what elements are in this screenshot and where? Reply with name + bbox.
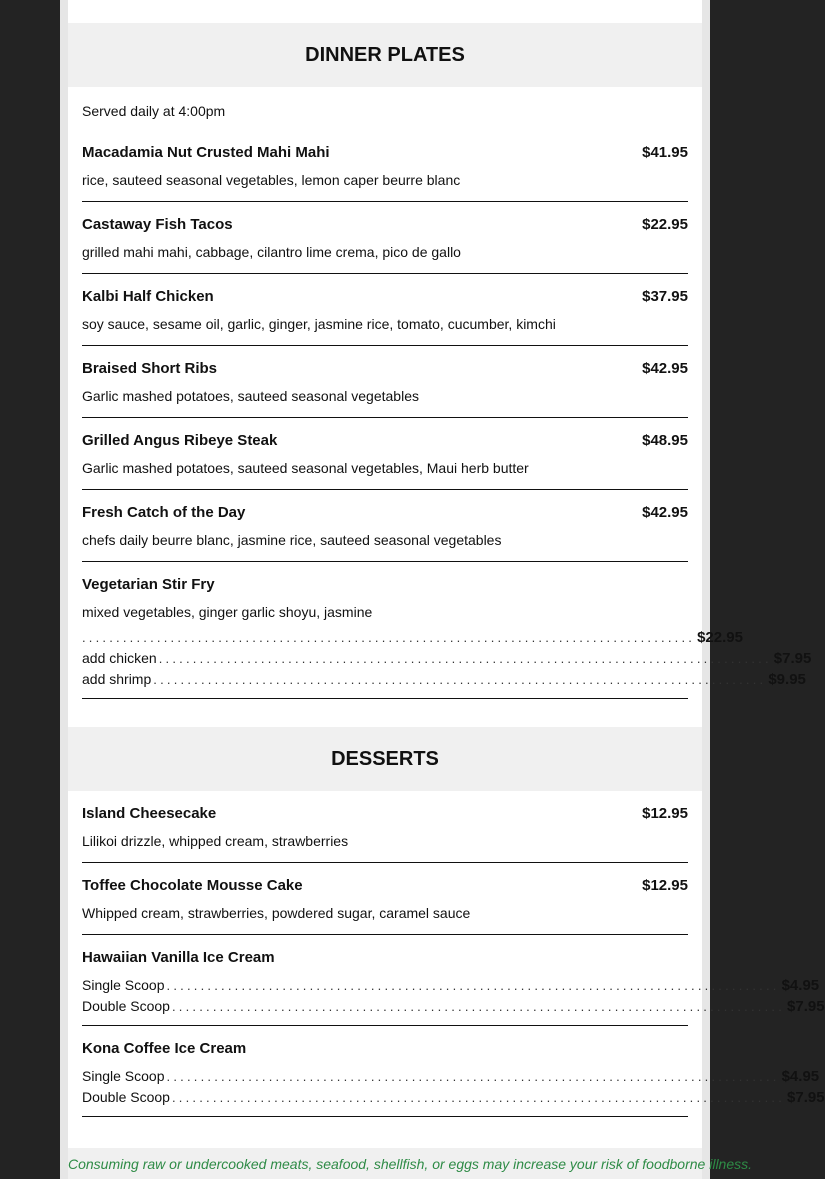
desserts-section — [68, 791, 825, 1117]
option-line — [82, 994, 825, 1015]
item-price: $41.95 — [642, 144, 688, 161]
item-description: Lilikoi drizzle, whipped cream, strawberries — [82, 833, 349, 849]
menu-item — [82, 490, 688, 562]
item-description: mixed vegetables, ginger garlic shoyu, jasmine — [82, 604, 373, 620]
menu-item — [82, 202, 688, 274]
item-price: $48.95 — [642, 432, 688, 449]
menu-item — [82, 346, 688, 418]
item-name: Castaway Fish Tacos — [82, 216, 233, 233]
item-name: Kona Coffee Ice Cream — [82, 1040, 247, 1057]
item-name: Kalbi Half Chicken — [82, 288, 214, 305]
dot-leader: .......................................................................................... — [171, 999, 786, 1014]
item-price: $12.95 — [642, 805, 688, 822]
item-description: Whipped cream, strawberries, powdered sugar, caramel sauce — [82, 905, 471, 921]
item-price: $37.95 — [642, 288, 688, 305]
option-line — [82, 1085, 825, 1106]
dot-leader: .......................................................................................... — [171, 1090, 786, 1105]
menu-page — [68, 0, 825, 1179]
item-name: Braised Short Ribs — [82, 360, 218, 377]
addon-price: $9.95 — [768, 671, 806, 688]
addon-label: add shrimp — [82, 671, 152, 687]
menu-item — [82, 791, 688, 863]
top-spacer — [68, 0, 702, 23]
option-label: Double Scoop — [82, 1089, 170, 1105]
option-price: $7.95 — [787, 998, 825, 1015]
option-label: Double Scoop — [82, 998, 170, 1014]
dinner-section — [68, 87, 812, 699]
item-description: Garlic mashed potatoes, sauteed seasonal vegetables, Maui herb butter — [82, 460, 529, 476]
option-price: $4.95 — [781, 1068, 820, 1085]
item-price: $42.95 — [642, 360, 688, 377]
section-spacer — [68, 699, 702, 727]
menu-item — [82, 418, 688, 490]
item-name: Macadamia Nut Crusted Mahi Mahi — [82, 144, 330, 161]
addon-label: add chicken — [82, 650, 157, 666]
item-price: $22.95 — [697, 629, 743, 646]
dot-leader: .......................................................................................... — [82, 630, 696, 645]
item-name: Fresh Catch of the Day — [82, 504, 246, 521]
food-safety-note: Consuming raw or undercooked meats, seafood, shellfish, or eggs may increase your risk of foodborne illness. — [68, 1148, 702, 1179]
dot-leader: .......................................................................................... — [153, 672, 767, 687]
menu-item — [82, 863, 688, 935]
menu-item — [82, 130, 688, 202]
item-price: $12.95 — [642, 877, 688, 894]
item-name: Vegetarian Stir Fry — [82, 576, 215, 593]
addon-line — [82, 667, 806, 688]
item-name: Hawaiian Vanilla Ice Cream — [82, 949, 275, 966]
item-description: rice, sauteed seasonal vegetables, lemon caper beurre blanc — [82, 172, 461, 188]
option-line — [82, 973, 820, 994]
menu-item-stirfry — [82, 562, 812, 699]
option-line — [82, 1064, 820, 1085]
option-price: $4.95 — [781, 977, 820, 994]
item-description: Garlic mashed potatoes, sauteed seasonal vegetables — [82, 388, 419, 404]
item-name: Island Cheesecake — [82, 805, 217, 822]
menu-item-icecream — [82, 935, 825, 1026]
price-line — [82, 625, 743, 646]
option-label: Single Scoop — [82, 1068, 165, 1084]
dinner-section-title: DINNER PLATES — [68, 23, 702, 87]
addon-line — [82, 646, 812, 667]
item-price: $42.95 — [642, 504, 688, 521]
item-price: $22.95 — [642, 216, 688, 233]
dot-leader: .......................................................................................... — [166, 1069, 780, 1084]
item-name: Grilled Angus Ribeye Steak — [82, 432, 278, 449]
dot-leader: .......................................................................................... — [158, 651, 772, 666]
dot-leader: .......................................................................................... — [166, 978, 780, 993]
item-name: Toffee Chocolate Mousse Cake — [82, 877, 303, 894]
item-description: chefs daily beurre blanc, jasmine rice, sauteed seasonal vegetables — [82, 532, 502, 548]
served-note: Served daily at 4:00pm — [82, 103, 226, 119]
menu-item — [82, 274, 688, 346]
addon-price: $7.95 — [773, 650, 812, 667]
option-price: $7.95 — [787, 1089, 825, 1106]
option-label: Single Scoop — [82, 977, 165, 993]
item-description: grilled mahi mahi, cabbage, cilantro lime crema, pico de gallo — [82, 244, 461, 260]
desserts-section-title: DESSERTS — [68, 727, 702, 791]
item-description: soy sauce, sesame oil, garlic, ginger, jasmine rice, tomato, cucumber, kimchi — [82, 316, 556, 332]
menu-item-icecream — [82, 1026, 825, 1117]
